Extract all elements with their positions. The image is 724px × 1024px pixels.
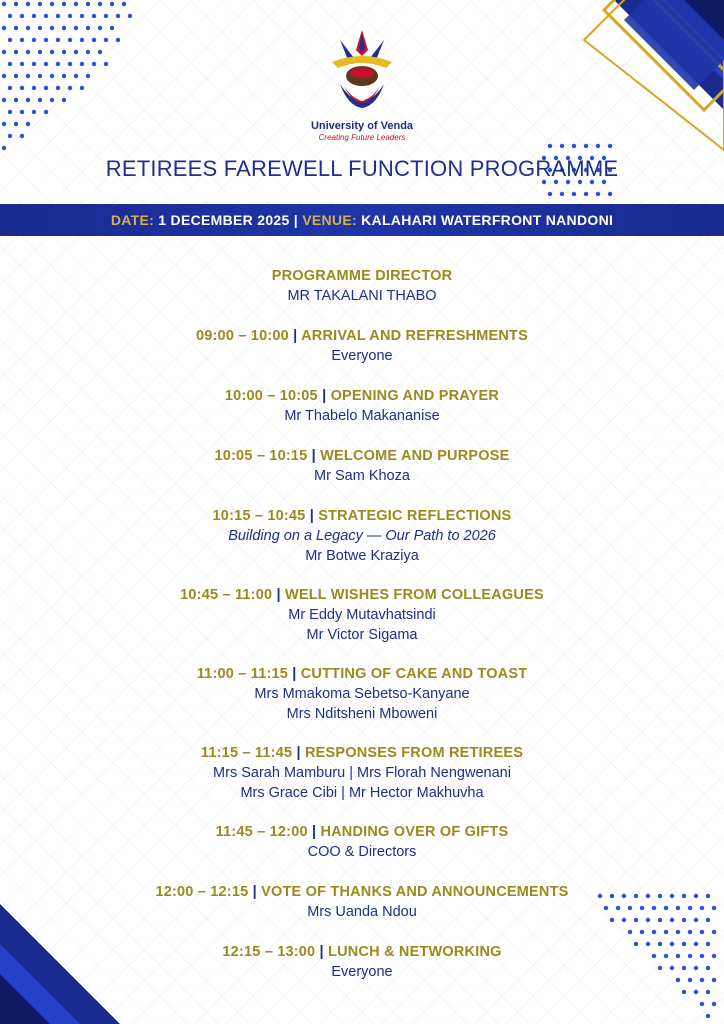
decorative-dot: [14, 50, 18, 54]
decorative-dot: [80, 38, 84, 42]
university-tagline: Creating Future Leaders: [318, 133, 406, 142]
decorative-dot: [74, 26, 78, 30]
decorative-dot: [8, 134, 12, 138]
programme-item-title: PROGRAMME DIRECTOR: [271, 268, 453, 284]
university-logo-emblem: [312, 28, 412, 123]
programme-item-person: Mrs Grace Cibi | Mr Hector Makhuvha: [240, 785, 484, 801]
decorative-dot: [68, 86, 72, 90]
programme-item: [0, 326, 724, 386]
programme-item-heading: 10:05 – 10:15 | WELCOME AND PURPOSE: [214, 448, 510, 464]
decorative-dot: [38, 74, 42, 78]
decorative-dot: [104, 62, 108, 66]
decorative-dot: [44, 86, 48, 90]
decorative-dot: [32, 14, 36, 18]
programme-item: [0, 664, 724, 743]
decorative-dot: [74, 50, 78, 54]
decorative-dot: [104, 14, 108, 18]
programme-item: [0, 266, 724, 326]
programme-item-title: WELCOME AND PURPOSE: [320, 448, 510, 464]
decorative-dot: [706, 1014, 710, 1018]
decorative-dot: [26, 50, 30, 54]
decorative-dot: [50, 2, 54, 6]
decorative-dot: [14, 74, 18, 78]
programme-item-title: HANDING OVER OF GIFTS: [320, 824, 509, 840]
decorative-dot: [20, 62, 24, 66]
decorative-dot: [26, 2, 30, 6]
programme-item-title: WELL WISHES FROM COLLEAGUES: [284, 587, 544, 603]
programme-item-subtitle: Building on a Legacy — Our Path to 2026: [228, 528, 496, 544]
decorative-dot: [56, 14, 60, 18]
decorative-dot: [116, 14, 120, 18]
decorative-dot: [98, 2, 102, 6]
programme-item-time: 10:00 – 10:05: [224, 388, 318, 404]
decorative-dot: [50, 98, 54, 102]
programme-item-heading: 12:00 – 12:15 | VOTE OF THANKS AND ANNOUNCEMENTS: [155, 884, 569, 900]
decorative-dot: [560, 192, 564, 196]
decorative-dot: [2, 98, 6, 102]
decorative-dot: [92, 14, 96, 18]
decorative-dot: [26, 98, 30, 102]
decorative-dot: [50, 74, 54, 78]
decorative-dot: [572, 144, 576, 148]
decorative-dot: [14, 26, 18, 30]
programme-list: [0, 266, 724, 1002]
programme-item-person: Mr Sam Khoza: [314, 468, 410, 484]
programme-item-title: VOTE OF THANKS AND ANNOUNCEMENTS: [261, 884, 569, 900]
decorative-dot: [116, 38, 120, 42]
decorative-dot: [86, 26, 90, 30]
decorative-dot: [14, 2, 18, 6]
programme-item-heading: 11:15 – 11:45 | RESPONSES FROM RETIREES: [200, 745, 524, 761]
decorative-dot: [80, 14, 84, 18]
decorative-dot: [2, 74, 6, 78]
decorative-dot: [74, 74, 78, 78]
decorative-dot: [68, 62, 72, 66]
decorative-dot: [572, 192, 576, 196]
decorative-dot: [74, 2, 78, 6]
decorative-dot: [62, 50, 66, 54]
programme-item-person: Mrs Sarah Mamburu | Mrs Florah Nengwenani: [213, 765, 511, 781]
page-title: RETIREES FAREWELL FUNCTION PROGRAMME: [105, 156, 619, 181]
programme-item-person: COO & Directors: [307, 844, 417, 860]
decorative-dot: [62, 2, 66, 6]
programme-item-time: 12:00 – 12:15: [155, 884, 249, 900]
decorative-dot: [122, 2, 126, 6]
decorative-dot: [50, 50, 54, 54]
decorative-dot: [128, 14, 132, 18]
programme-item-person: Mrs Nditsheni Mboweni: [286, 706, 438, 722]
decorative-dot: [20, 134, 24, 138]
decorative-dot: [110, 2, 114, 6]
decorative-dot: [62, 98, 66, 102]
programme-item-title: OPENING AND PRAYER: [330, 388, 500, 404]
decorative-dot: [56, 62, 60, 66]
programme-item: [0, 882, 724, 942]
date-venue-bar: [0, 204, 724, 236]
programme-item-person: Mr Eddy Mutavhatsindi: [288, 607, 436, 623]
decorative-dot: [596, 144, 600, 148]
date-label: DATE:: [110, 212, 155, 228]
decorative-dot: [8, 62, 12, 66]
programme-item-title: RESPONSES FROM RETIREES: [304, 745, 524, 761]
decorative-dot: [20, 38, 24, 42]
decorative-dot: [712, 1002, 716, 1006]
programme-item-time: 11:00 – 11:15: [196, 666, 289, 682]
programme-item-title: CUTTING OF CAKE AND TOAST: [300, 666, 528, 682]
university-name: University of Venda: [310, 120, 414, 132]
programme-item-person: Mrs Mmakoma Sebetso-Kanyane: [254, 686, 470, 702]
decorative-dot: [38, 26, 42, 30]
programme-item-person: Mrs Uanda Ndou: [307, 904, 417, 920]
programme-item-heading: 09:00 – 10:00 | ARRIVAL AND REFRESHMENTS: [196, 328, 528, 344]
decorative-dot: [596, 192, 600, 196]
programme-item-title: ARRIVAL AND REFRESHMENTS: [301, 328, 528, 344]
decorative-dot: [32, 38, 36, 42]
programme-item-time: 10:45 – 11:00: [180, 587, 273, 603]
decorative-dot: [98, 26, 102, 30]
programme-item-heading: [0, 266, 724, 286]
decorative-dot: [80, 86, 84, 90]
decorative-dot: [92, 62, 96, 66]
decorative-dot: [14, 98, 18, 102]
programme-item-person: Mr Victor Sigama: [306, 627, 418, 643]
decorative-dot: [98, 50, 102, 54]
decorative-dot: [44, 14, 48, 18]
decorative-dot: [92, 38, 96, 42]
decorative-dot: [56, 86, 60, 90]
programme-item-heading: 11:45 – 12:00 | HANDING OVER OF GIFTS: [215, 824, 509, 840]
decorative-dot: [44, 110, 48, 114]
decorative-dot: [104, 38, 108, 42]
programme-item-person: Mr Thabelo Makananise: [284, 408, 440, 424]
decorative-dot: [584, 192, 588, 196]
decorative-dot: [32, 62, 36, 66]
programme-item-heading: 10:00 – 10:05 | OPENING AND PRAYER: [224, 388, 500, 404]
decorative-dot: [44, 38, 48, 42]
decorative-dot: [20, 14, 24, 18]
decorative-dot: [2, 146, 6, 150]
programme-item: [0, 585, 724, 664]
decorative-dot: [50, 26, 54, 30]
decorative-dot: [548, 192, 552, 196]
decorative-dot: [2, 26, 6, 30]
decorative-dot: [700, 1002, 704, 1006]
programme-item-title: STRATEGIC REFLECTIONS: [318, 508, 512, 524]
decorative-dot: [608, 144, 612, 148]
decorative-dot: [608, 192, 612, 196]
programme-item-time: 12:15 – 13:00: [222, 944, 316, 960]
decorative-dot: [8, 38, 12, 42]
programme-item-time: 10:05 – 10:15: [214, 448, 308, 464]
programme-item-heading: 12:15 – 13:00 | LUNCH & NETWORKING: [222, 944, 502, 960]
decorative-dot: [26, 74, 30, 78]
decorative-dot: [62, 26, 66, 30]
decorative-dot: [110, 26, 114, 30]
decorative-dot: [86, 2, 90, 6]
decorative-dot: [68, 14, 72, 18]
programme-item: [0, 743, 724, 822]
programme-item-heading: 11:00 – 11:15 | CUTTING OF CAKE AND TOAST: [196, 666, 528, 682]
programme-item-person: Mr Botwe Kraziya: [305, 548, 419, 564]
programme-item-time: 09:00 – 10:00: [196, 328, 289, 344]
decorative-dot: [8, 110, 12, 114]
programme-item: [0, 942, 724, 1002]
programme-item-person: Everyone: [331, 348, 393, 364]
venue-label: VENUE:: [302, 212, 357, 228]
programme-item-heading: 10:45 – 11:00 | WELL WISHES FROM COLLEAGUES: [180, 587, 544, 603]
venue-value: KALAHARI WATERFRONT NANDONI: [361, 212, 614, 228]
decorative-dot: [56, 38, 60, 42]
decorative-dot: [8, 14, 12, 18]
decorative-dot: [584, 144, 588, 148]
programme-item: [0, 386, 724, 446]
decorative-dot: [548, 144, 552, 148]
programme-item-time: 11:45 – 12:00: [215, 824, 308, 840]
date-value: 1 DECEMBER 2025: [158, 212, 290, 228]
programme-item: [0, 506, 724, 585]
decorative-dot: [2, 2, 6, 6]
decorative-dot: [86, 50, 90, 54]
decorative-dot: [32, 110, 36, 114]
decorative-dot: [2, 122, 6, 126]
programme-item-person: MR TAKALANI THABO: [287, 288, 437, 304]
decorative-dot: [86, 74, 90, 78]
decorative-dot: [68, 38, 72, 42]
programme-item-time: 11:15 – 11:45: [200, 745, 293, 761]
decorative-dot: [32, 86, 36, 90]
decorative-dot: [2, 50, 6, 54]
programme-item-time: 10:15 – 10:45: [212, 508, 306, 524]
decorative-dot: [20, 86, 24, 90]
programme-item-person: Everyone: [331, 964, 393, 980]
programme-item-title: LUNCH & NETWORKING: [328, 944, 502, 960]
programme-item: [0, 446, 724, 506]
decorative-dot: [26, 122, 30, 126]
programme-item-heading: 10:15 – 10:45 | STRATEGIC REFLECTIONS: [212, 508, 512, 524]
programme-item: [0, 822, 724, 882]
decorative-dot: [20, 110, 24, 114]
decorative-dot: [8, 86, 12, 90]
decorative-dot: [38, 50, 42, 54]
decorative-dot: [26, 26, 30, 30]
decorative-dot: [38, 2, 42, 6]
decorative-dot: [560, 144, 564, 148]
date-venue-separator: |: [293, 212, 299, 228]
decorative-dot: [62, 74, 66, 78]
decorative-dot: [14, 122, 18, 126]
decorative-dot: [38, 98, 42, 102]
decorative-dot: [44, 62, 48, 66]
decorative-dot: [80, 62, 84, 66]
